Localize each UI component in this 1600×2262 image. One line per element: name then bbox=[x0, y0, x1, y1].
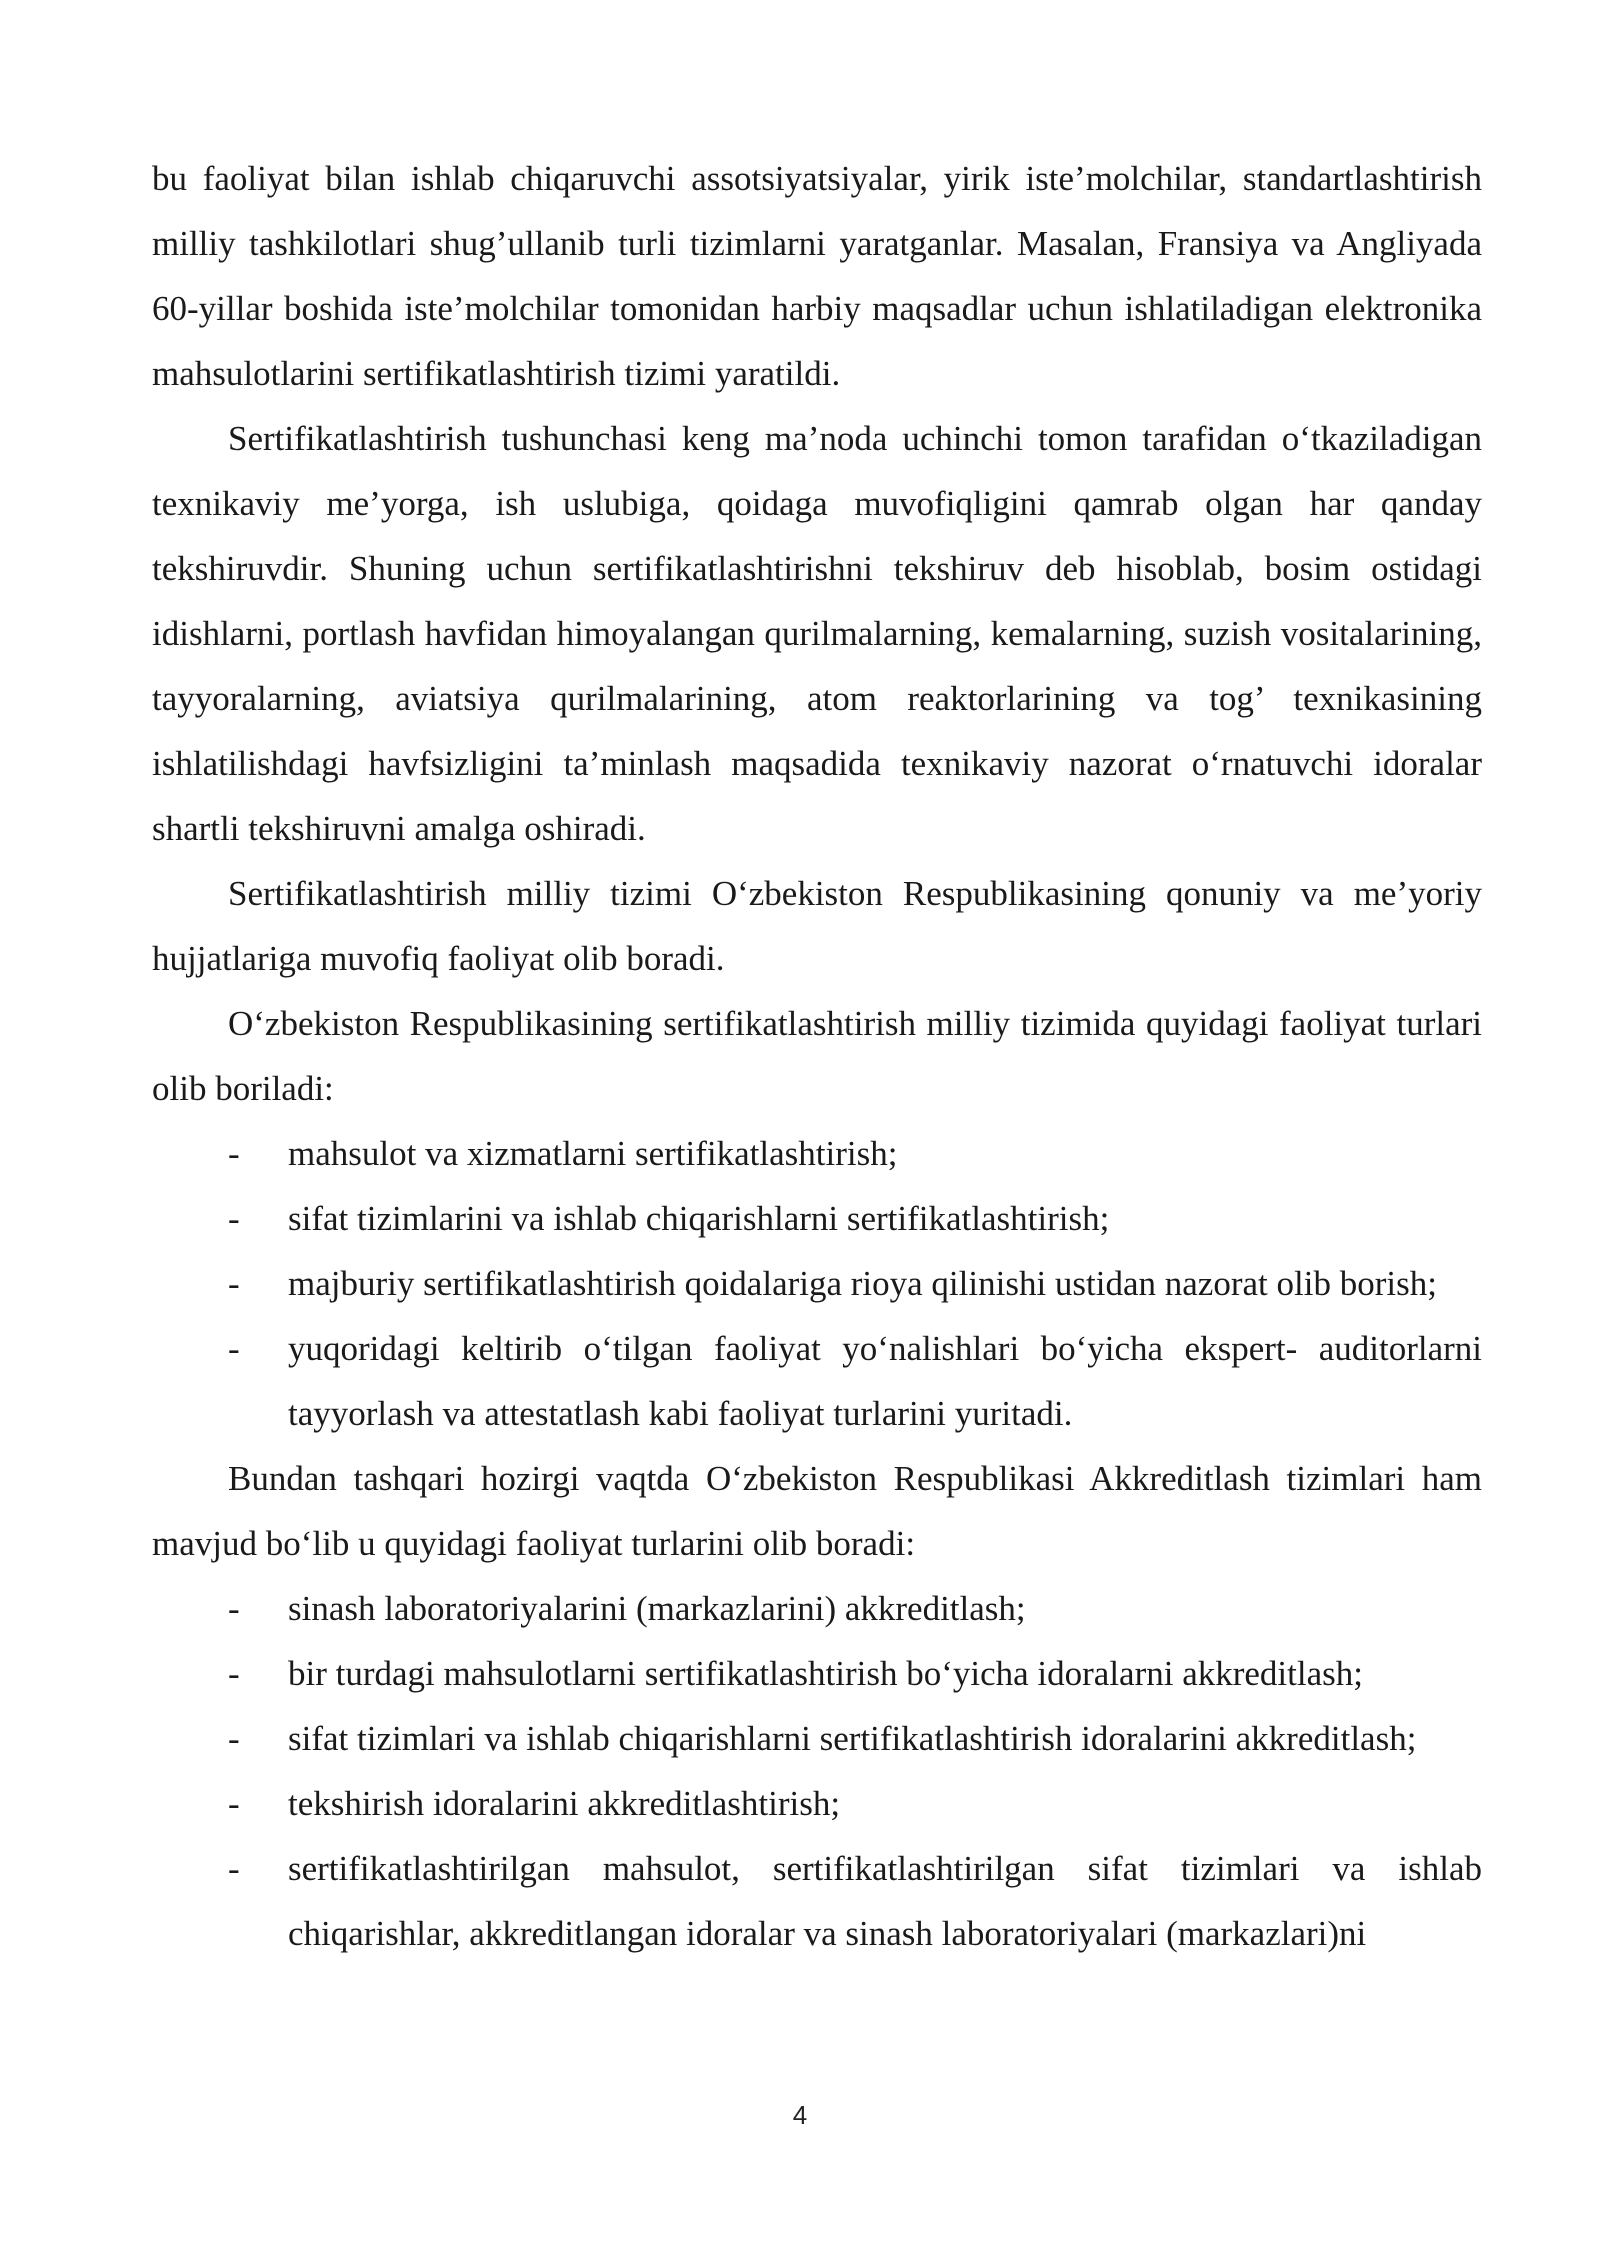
list-item bbox=[152, 1836, 1482, 1966]
paragraph-accreditation: Bundan tashqari hozirgi vaqtda O‘zbekiston Respublikasi Akkreditlash tizimlari ham mavjud bo‘lib u quyidagi faoliyat turlarini olib boradi: bbox=[152, 1459, 1482, 1563]
paragraph-certification-concept: Sertifikatlashtirish tushunchasi keng ma’noda uchinchi tomon tarafidan o‘tkaziladigan texnikaviy me’yorga, ish uslubiga, qoidaga muvofiqligini qamrab olgan har qanday tekshiruvdir. Shuning uchun sertifikatlashtirishni tekshiruv deb hisoblab, bosim ostidagi idishlarni, portlash havfidan himoyalangan qurilmalarning, kemalarning, suzish vositalarining, tayyoralarning, aviatsiya qurilmalarining, atom reaktorlarining va tog’ texnikasining ishlatilishdagi havfsizligini ta’minlash maqsadida texnikaviy nazorat o‘rnatuvchi idoralar shartli tekshiruvni amalga oshiradi. bbox=[152, 419, 1482, 848]
list-dash: - bbox=[228, 1264, 240, 1303]
list-dash: - bbox=[228, 1719, 240, 1758]
list-item-text: sifat tizimlarini va ishlab chiqarishlarni sertifikatlashtirish; bbox=[288, 1199, 1110, 1238]
list-item-text: sifat tizimlari va ishlab chiqarishlarni sertifikatlashtirish idoralarini akkreditlash; bbox=[288, 1719, 1417, 1758]
list-item bbox=[152, 1316, 1482, 1446]
page-number: 4 bbox=[792, 2100, 808, 2130]
list-item bbox=[152, 1706, 1482, 1771]
paragraph-national-system: Sertifikatlashtirish milliy tizimi O‘zbekiston Respublikasining qonuniy va me’yoriy hujjatlariga muvofiq faoliyat olib boradi. bbox=[152, 874, 1482, 978]
list-item-text: yuqoridagi keltirib o‘tilgan faoliyat yo‘nalishlari bo‘yicha ekspert- auditorlarni tayyorlash va attestatlash kabi faoliyat turlarini yuritadi. bbox=[288, 1329, 1482, 1433]
list-item bbox=[152, 1186, 1482, 1251]
list-dash: - bbox=[228, 1654, 240, 1693]
list-item bbox=[152, 1251, 1482, 1316]
list-item bbox=[152, 1121, 1482, 1186]
list-item bbox=[152, 1641, 1482, 1706]
list-item-text: majburiy sertifikatlashtirish qoidalariga rioya qilinishi ustidan nazorat olib borish; bbox=[288, 1264, 1437, 1303]
list-item-text: tekshirish idoralarini akkreditlashtirish; bbox=[288, 1784, 841, 1823]
list-dash: - bbox=[228, 1134, 240, 1173]
list-item-text: bir turdagi mahsulotlarni sertifikatlashtirish bo‘yicha idoralarni akkreditlash; bbox=[288, 1654, 1363, 1693]
paragraph-activity-types: O‘zbekiston Respublikasining sertifikatlashtirish milliy tizimida quyidagi faoliyat turlari olib boriladi: bbox=[152, 1004, 1482, 1108]
paragraph-intro: bu faoliyat bilan ishlab chiqaruvchi assotsiyatsiyalar, yirik iste’molchilar, standartlashtirish milliy tashkilotlari shug’ullanib turli tizimlarni yaratganlar. Masalan, Fransiya va Angliyada 60-yillar boshida iste’molchilar tomonidan harbiy maqsadlar uchun ishlatiladigan elektronika mahsulotlarini sertifikatlashtirish tizimi yaratildi. bbox=[152, 159, 1482, 393]
certification-activities-list bbox=[152, 1121, 1482, 1446]
list-dash: - bbox=[228, 1849, 240, 1888]
document-page bbox=[152, 146, 1482, 1966]
list-item-text: sertifikatlashtirilgan mahsulot, sertifikatlashtirilgan sifat tizimlari va ishlab chiqarishlar, akkreditlangan idoralar va sinash laboratoriyalari (markazlari)ni bbox=[288, 1849, 1482, 1953]
list-dash: - bbox=[228, 1784, 240, 1823]
list-item bbox=[152, 1771, 1482, 1836]
list-item-text: mahsulot va xizmatlarni sertifikatlashtirish; bbox=[288, 1134, 898, 1173]
list-dash: - bbox=[228, 1329, 240, 1368]
list-dash: - bbox=[228, 1589, 240, 1628]
list-item-text: sinash laboratoriyalarini (markazlarini) akkreditlash; bbox=[288, 1589, 1026, 1628]
list-dash: - bbox=[228, 1199, 240, 1238]
list-item bbox=[152, 1576, 1482, 1641]
accreditation-activities-list bbox=[152, 1576, 1482, 1966]
